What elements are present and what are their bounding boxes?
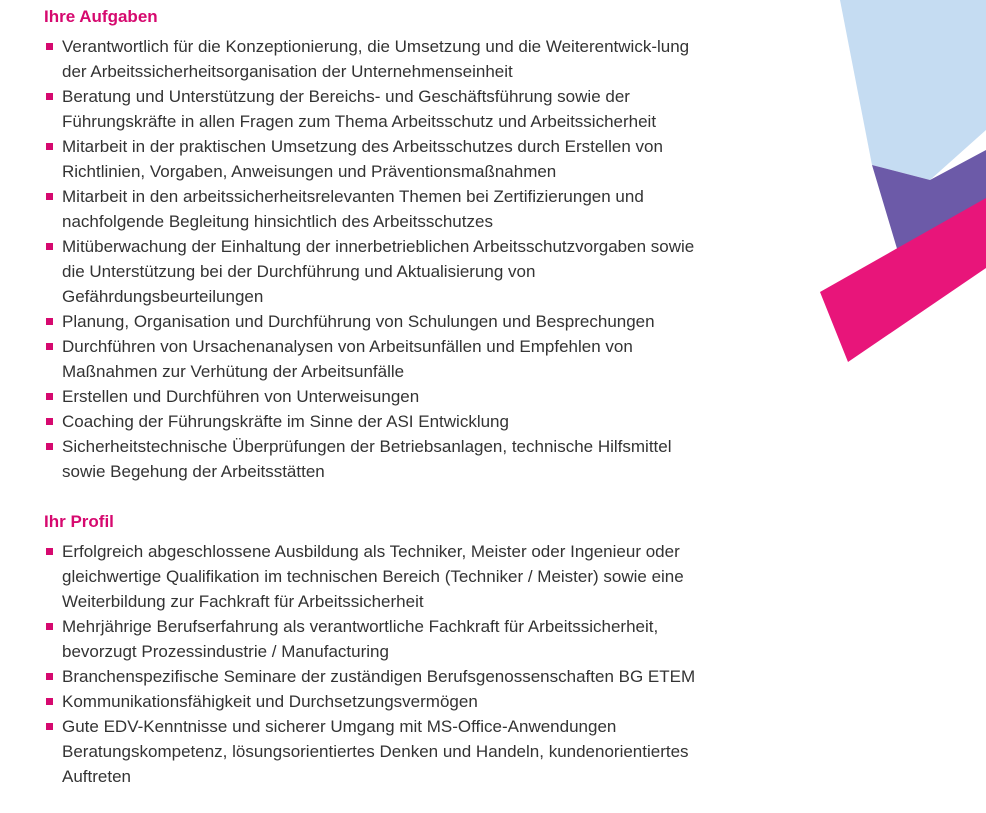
list-item-text: Durchführen von Ursachenanalysen von Arbeitsunfällen und Empfehlen von Maßnahmen zur Verhütung der Arbeitsunfälle — [62, 337, 633, 381]
bullet-square-icon — [46, 318, 53, 325]
list-item-text: Beratung und Unterstützung der Bereichs- und Geschäftsführung sowie der Führungskräfte in allen Fragen zum Thema Arbeitsschutz und Arbeitssicherheit — [62, 87, 657, 131]
list-item-text: Coaching der Führungskräfte im Sinne der ASI Entwicklung — [62, 412, 509, 431]
list-item-text: Gute EDV-Kenntnisse und sicherer Umgang mit MS-Office-Anwendungen Beratungskompetenz, lösungsorientiertes Denken und Handeln, kundenorientiertes Auftreten — [62, 717, 689, 786]
list-item — [44, 34, 704, 84]
bullet-square-icon — [46, 343, 53, 350]
bullet-square-icon — [46, 243, 53, 250]
list-item — [44, 539, 704, 614]
list-item — [44, 84, 704, 134]
list-item — [44, 409, 704, 434]
list-item-text: Branchenspezifische Seminare der zuständigen Berufsgenossenschaften BG ETEM — [62, 667, 696, 686]
bullet-square-icon — [46, 698, 53, 705]
job-description — [44, 6, 704, 789]
list-item-text: Mehrjährige Berufserfahrung als verantwortliche Fachkraft für Arbeitssicherheit, bevorzugt Prozessindustrie / Manufacturing — [62, 617, 659, 661]
ribbon-light-blue-shape — [840, 0, 986, 180]
list-item-text: Planung, Organisation und Durchführung von Schulungen und Besprechungen — [62, 312, 655, 331]
section-profile — [44, 511, 704, 789]
list-item — [44, 664, 704, 689]
list-item — [44, 714, 704, 789]
bullet-square-icon — [46, 623, 53, 630]
bullet-square-icon — [46, 548, 53, 555]
list-item — [44, 234, 704, 309]
bullet-square-icon — [46, 193, 53, 200]
list-item-text: Erfolgreich abgeschlossene Ausbildung als Techniker, Meister oder Ingenieur oder gleichwertige Qualifikation im technischen Bereich (Techniker / Meister) sowie eine Weiterbildung zur Fachkraft für Arbeitssicherheit — [62, 542, 684, 611]
list-item — [44, 334, 704, 384]
list-item-text: Mitarbeit in der praktischen Umsetzung des Arbeitsschutzes durch Erstellen von Richtlinien, Vorgaben, Anweisungen und Präventionsmaßnahmen — [62, 137, 663, 181]
section-heading-profile: Ihr Profil — [44, 512, 114, 531]
list-item-text: Mitüberwachung der Einhaltung der innerbetrieblichen Arbeitsschutzvorgaben sowie die Unterstützung bei der Durchführung und Aktualisierung von Gefährdungsbeurteilungen — [62, 237, 695, 306]
bullet-square-icon — [46, 143, 53, 150]
list-item — [44, 434, 704, 484]
bullet-square-icon — [46, 93, 53, 100]
section-heading-tasks: Ihre Aufgaben — [44, 7, 158, 26]
bullet-square-icon — [46, 673, 53, 680]
list-item-text: Erstellen und Durchführen von Unterweisungen — [62, 387, 420, 406]
list-item — [44, 309, 704, 334]
decorative-ribbon-graphic — [780, 0, 986, 380]
bullet-square-icon — [46, 393, 53, 400]
bullet-square-icon — [46, 723, 53, 730]
list-item-text: Sicherheitstechnische Überprüfungen der Betriebsanlagen, technische Hilfsmittel sowie Begehung der Arbeitsstätten — [62, 437, 672, 481]
list-item — [44, 614, 704, 664]
section-tasks — [44, 6, 704, 484]
list-item-text: Verantwortlich für die Konzeptionierung, die Umsetzung und die Weiterentwick-lung der Arbeitssicherheitsorganisation der Unternehmenseinheit — [62, 37, 690, 81]
list-item — [44, 384, 704, 409]
profile-list — [44, 539, 704, 789]
bullet-square-icon — [46, 418, 53, 425]
list-item — [44, 184, 704, 234]
bullet-square-icon — [46, 443, 53, 450]
bullet-square-icon — [46, 43, 53, 50]
task-list — [44, 34, 704, 484]
list-item — [44, 134, 704, 184]
list-item-text: Kommunikationsfähigkeit und Durchsetzungsvermögen — [62, 692, 478, 711]
list-item — [44, 689, 704, 714]
list-item-text: Mitarbeit in den arbeitssicherheitsrelevanten Themen bei Zertifizierungen und nachfolgende Begleitung hinsichtlich des Arbeitsschutzes — [62, 187, 644, 231]
